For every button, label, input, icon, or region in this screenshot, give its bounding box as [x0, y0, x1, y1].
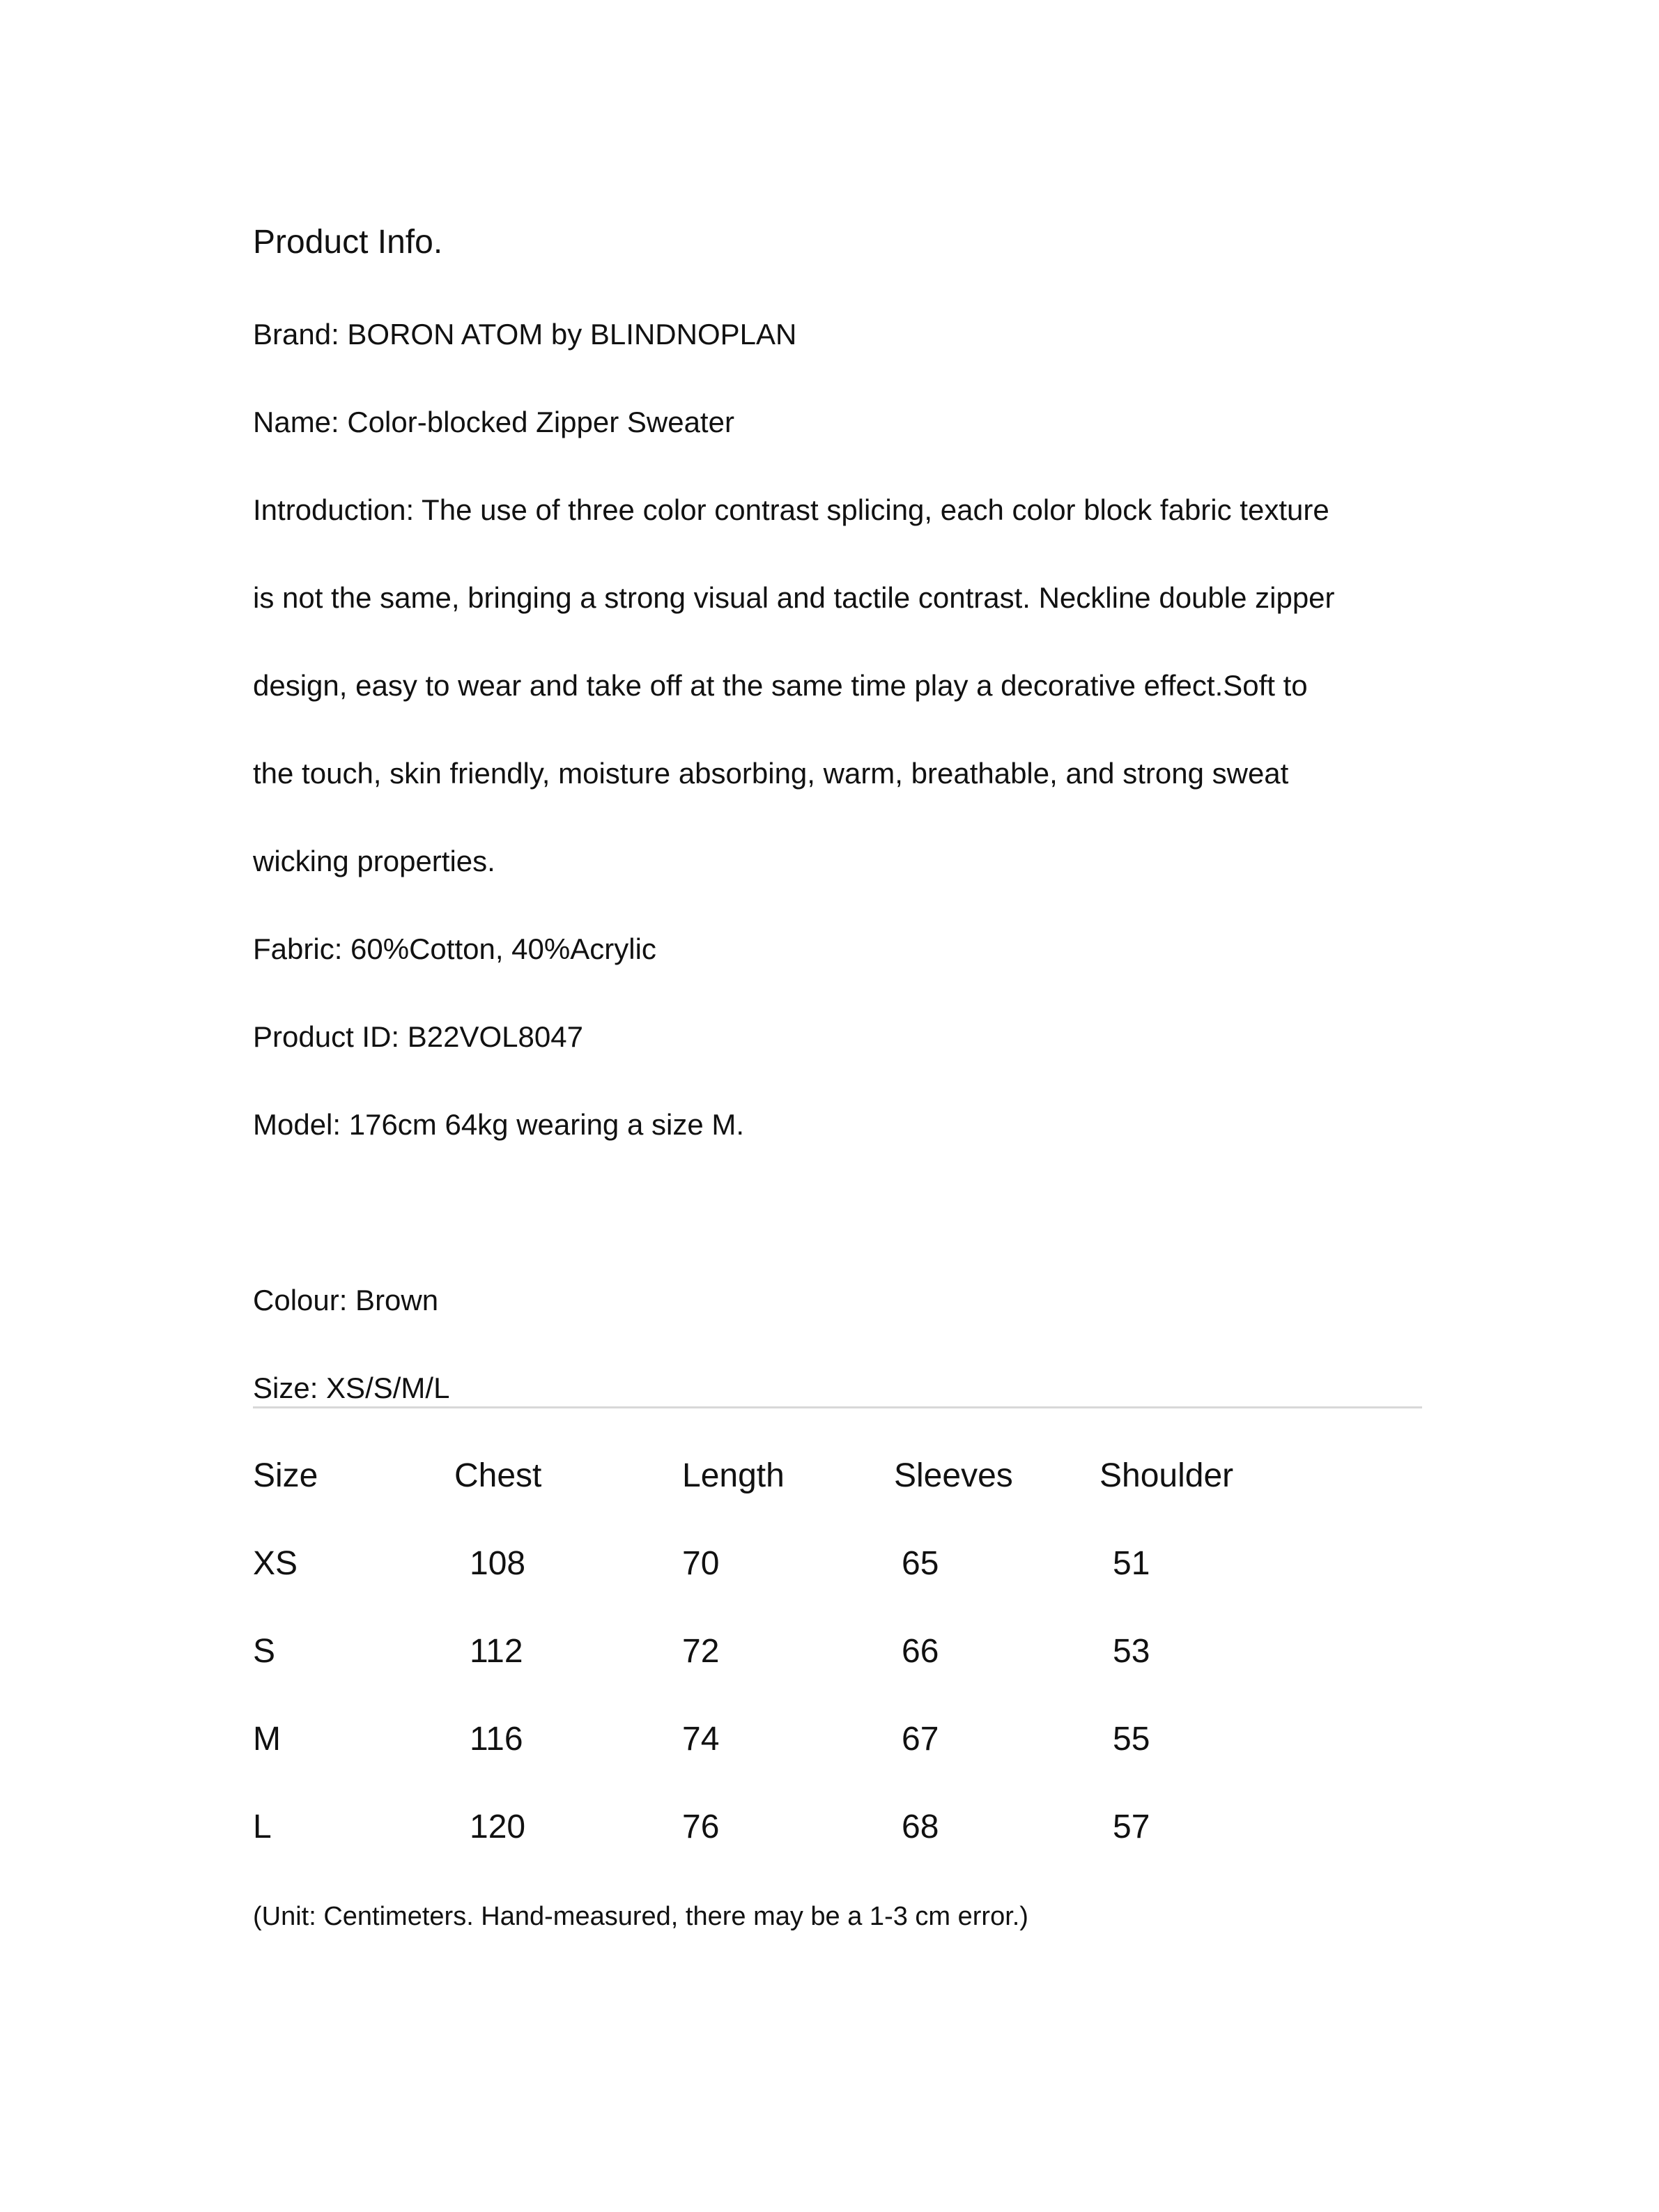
colour-line: Colour: Brown — [253, 1284, 439, 1316]
page-title: Product Info. — [253, 224, 443, 261]
table-header-cell: Size — [253, 1457, 318, 1494]
size-line: Size: XS/S/M/L — [253, 1372, 450, 1404]
table-cell: 65 — [902, 1545, 939, 1582]
measurement-note: (Unit: Centimeters. Hand-measured, there may be a 1-3 cm error.) — [253, 1902, 1028, 1931]
table-cell: XS — [253, 1545, 298, 1582]
table-cell: 74 — [682, 1721, 720, 1758]
introduction-line: wicking properties. — [253, 845, 495, 877]
table-cell: 51 — [1113, 1545, 1150, 1582]
table-cell: 67 — [902, 1721, 939, 1758]
table-cell: 112 — [470, 1633, 523, 1670]
table-cell: 57 — [1113, 1808, 1150, 1845]
introduction-line: is not the same, bringing a strong visual and tactile contrast. Neckline double zipper — [253, 581, 1335, 614]
brand-line: Brand: BORON ATOM by BLINDNOPLAN — [253, 318, 797, 351]
introduction-line: the touch, skin friendly, moisture absorbing, warm, breathable, and strong sweat — [253, 757, 1289, 790]
table-cell: M — [253, 1721, 281, 1758]
table-header-cell: Shoulder — [1099, 1457, 1234, 1494]
introduction-line: design, easy to wear and take off at the same time play a decorative effect.Soft to — [253, 669, 1308, 702]
table-cell: 72 — [682, 1633, 720, 1670]
table-cell: 55 — [1113, 1721, 1150, 1758]
table-cell: 76 — [682, 1808, 720, 1845]
divider — [253, 1406, 1422, 1408]
table-header-cell: Chest — [454, 1457, 542, 1494]
table-cell: S — [253, 1633, 276, 1670]
table-cell: 120 — [470, 1808, 526, 1845]
table-header-cell: Sleeves — [894, 1457, 1013, 1494]
table-header-cell: Length — [682, 1457, 785, 1494]
table-cell: L — [253, 1808, 272, 1845]
table-cell: 66 — [902, 1633, 939, 1670]
name-line: Name: Color-blocked Zipper Sweater — [253, 406, 734, 438]
table-cell: 116 — [470, 1721, 523, 1758]
product-id-line: Product ID: B22VOL8047 — [253, 1020, 583, 1053]
table-cell: 108 — [470, 1545, 526, 1582]
table-cell: 53 — [1113, 1633, 1150, 1670]
table-cell: 70 — [682, 1545, 720, 1582]
fabric-line: Fabric: 60%Cotton, 40%Acrylic — [253, 932, 656, 965]
model-line: Model: 176cm 64kg wearing a size M. — [253, 1108, 744, 1141]
introduction-line: Introduction: The use of three color contrast splicing, each color block fabric texture — [253, 493, 1329, 526]
table-cell: 68 — [902, 1808, 939, 1845]
